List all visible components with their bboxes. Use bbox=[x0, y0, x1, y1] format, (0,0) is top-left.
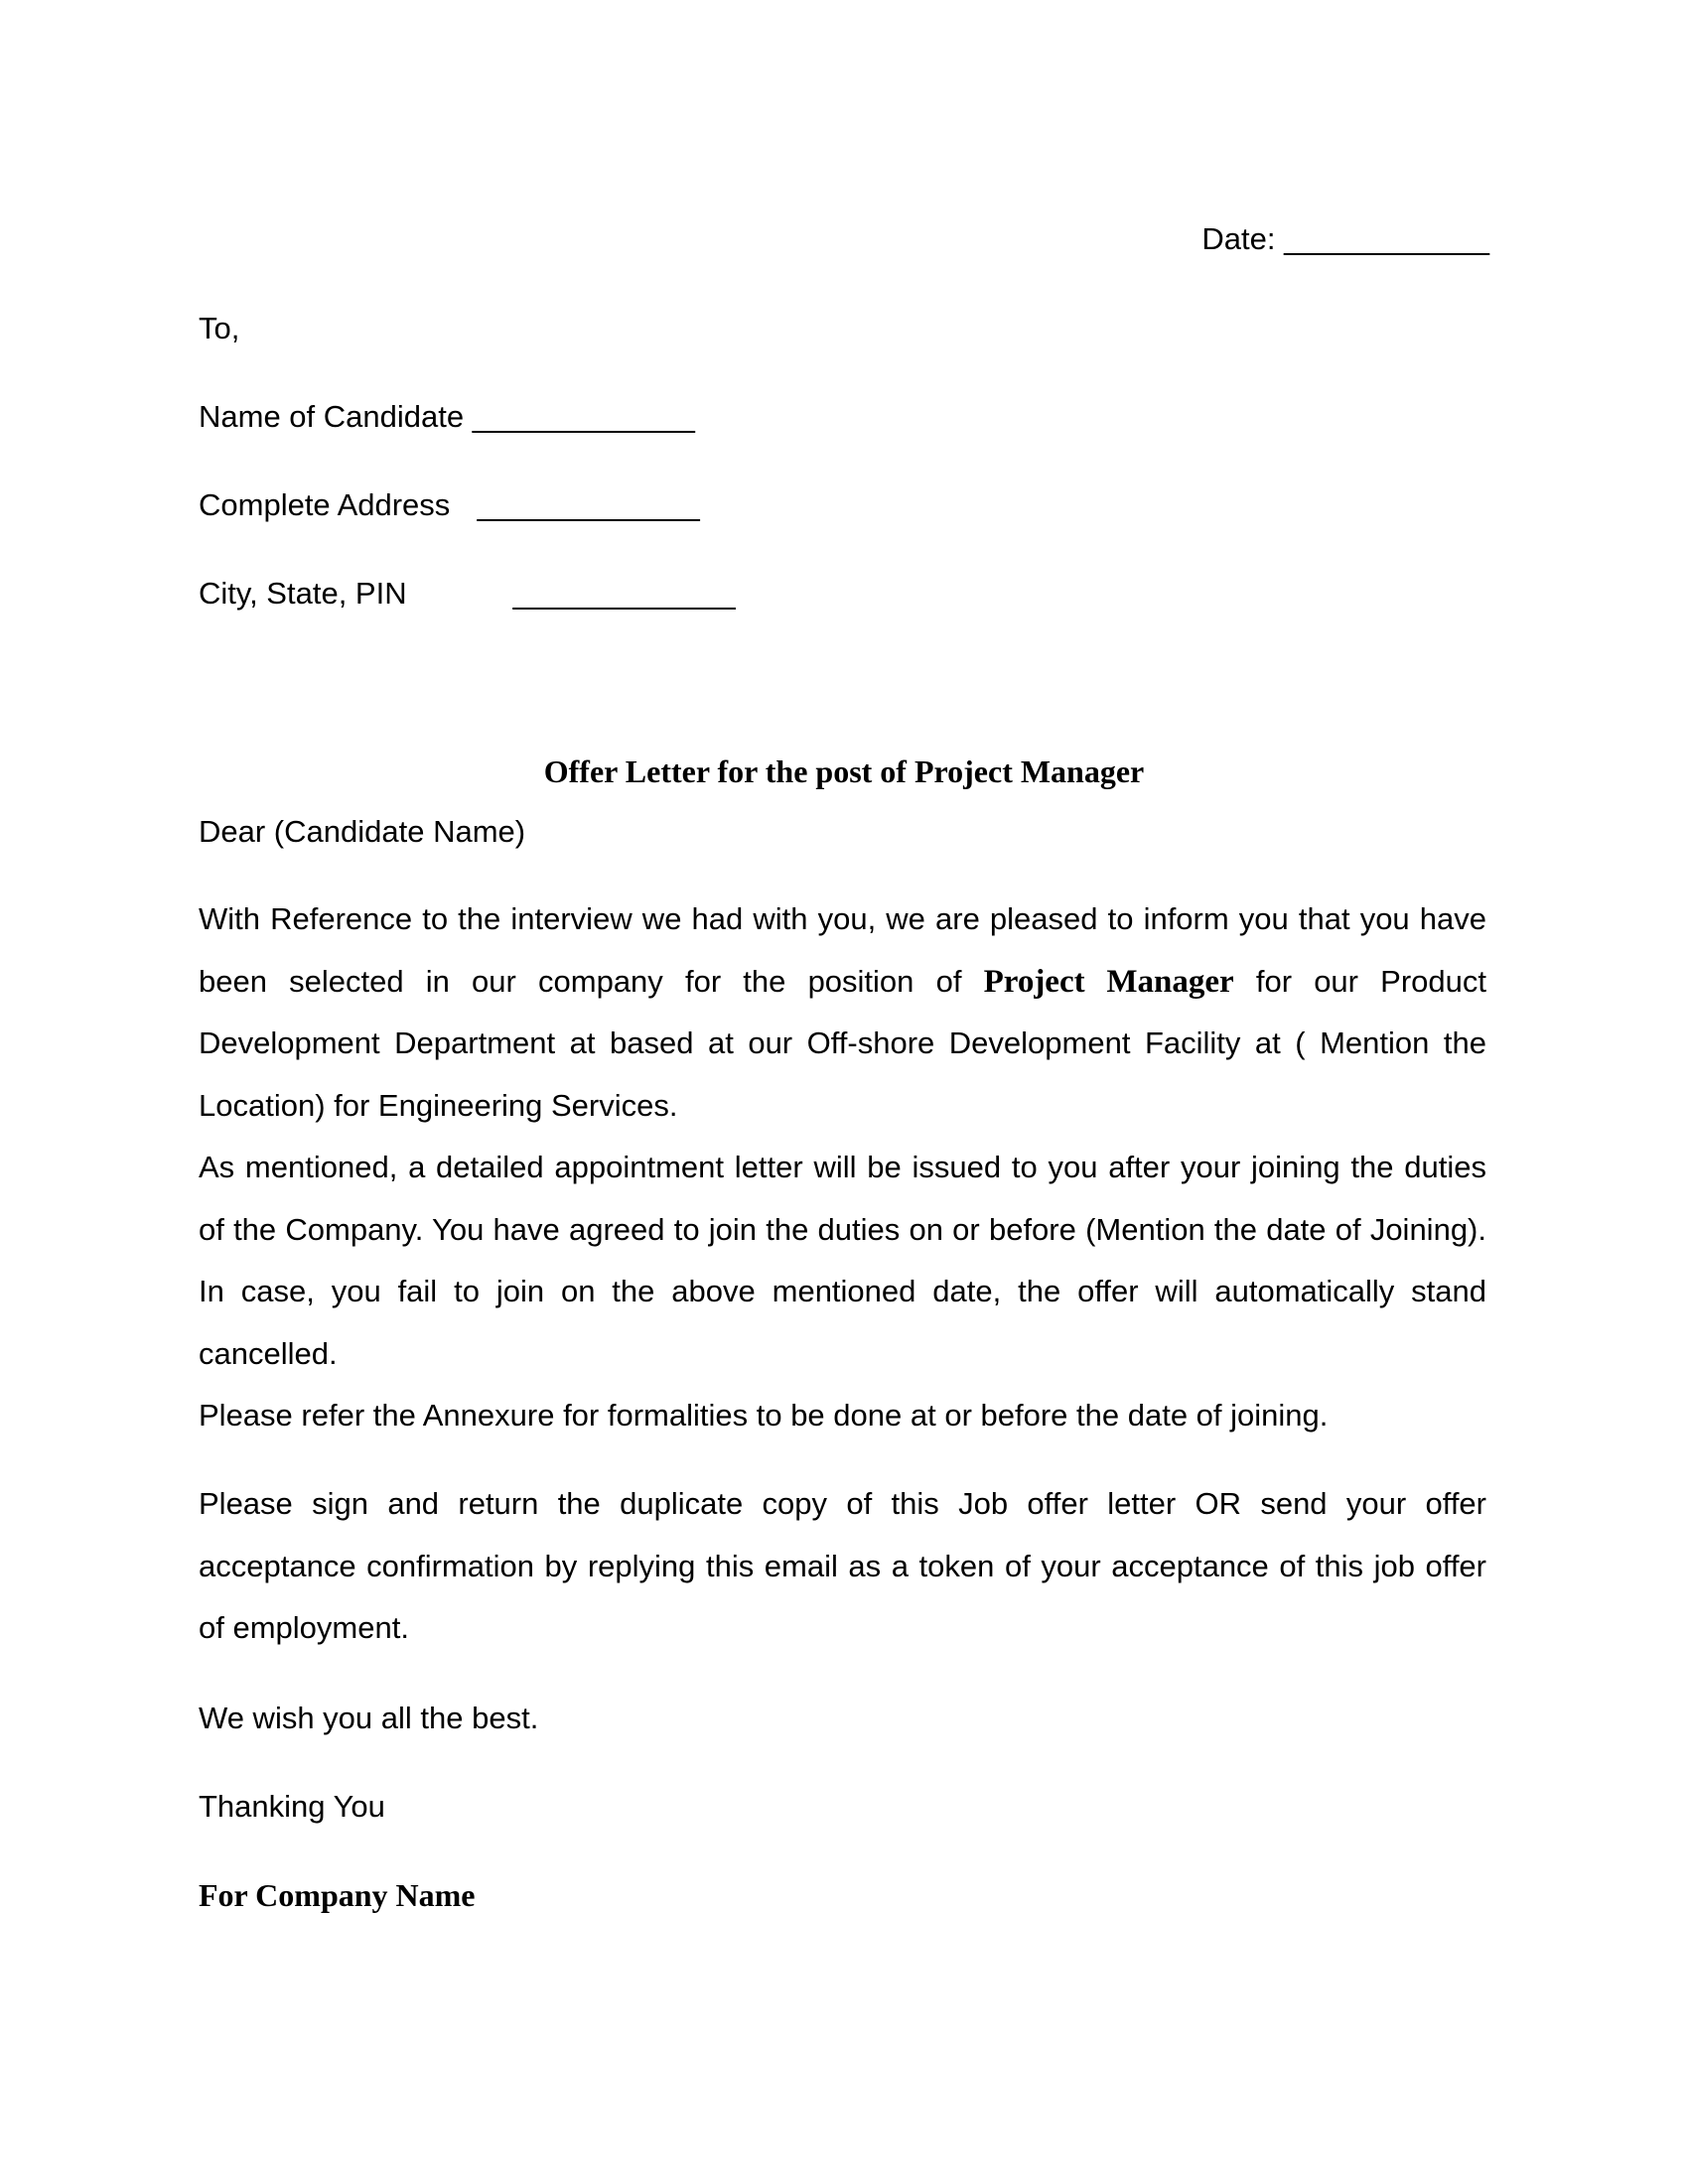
letter-title: Offer Letter for the post of Project Manager bbox=[543, 753, 1145, 789]
salutation: Dear (Candidate Name) bbox=[199, 814, 526, 849]
body-paragraph-3: Please refer the Annexure for formalities to be done at or before the date of joining. bbox=[199, 1398, 1329, 1433]
address-label: Complete Address bbox=[199, 487, 451, 522]
date-label: Date: bbox=[1201, 221, 1276, 256]
date-line bbox=[1201, 221, 1489, 257]
thanking-line: Thanking You bbox=[199, 1789, 385, 1824]
candidate-name-line bbox=[199, 399, 695, 435]
city-state-pin-line bbox=[199, 576, 736, 612]
body-paragraph-2: As mentioned, a detailed appointment letter will be issued to you after your joining the duties of the Company. You have agreed to join the duties on or before (Mention the date of Joining). In case, you fail to join on the above mentioned date, the offer will automatically stand cancelled. bbox=[199, 1150, 1486, 1371]
candidate-name-blank: _____________ bbox=[472, 399, 695, 434]
date-blank: ____________ bbox=[1284, 221, 1489, 256]
body-paragraph-4: Please sign and return the duplicate copy of this Job offer letter OR send your offer acceptance confirmation by replying this email as a token of your acceptance of this job offer of employment. bbox=[199, 1486, 1486, 1645]
to-line: To, bbox=[199, 311, 240, 345]
best-wishes-line: We wish you all the best. bbox=[199, 1701, 539, 1735]
city-state-pin-blank: _____________ bbox=[512, 576, 736, 611]
body-paragraph-1 bbox=[199, 888, 1486, 1137]
company-signoff: For Company Name bbox=[199, 1877, 476, 1913]
address-blank: _____________ bbox=[477, 487, 700, 522]
p1-text-before: With Reference to the interview we had with you, we are pleased to inform you that you have been selected in our company for the position of bbox=[199, 901, 1486, 999]
position-title: Project Manager bbox=[983, 963, 1234, 1000]
city-state-pin-label: City, State, PIN bbox=[199, 576, 407, 611]
p1-text-after: for our Product Development Department at based at our Off-shore Development Facility at ( Mention the Location) for Engineering Services. bbox=[199, 963, 1486, 1123]
address-line bbox=[199, 487, 700, 523]
candidate-name-label: Name of Candidate bbox=[199, 399, 465, 434]
